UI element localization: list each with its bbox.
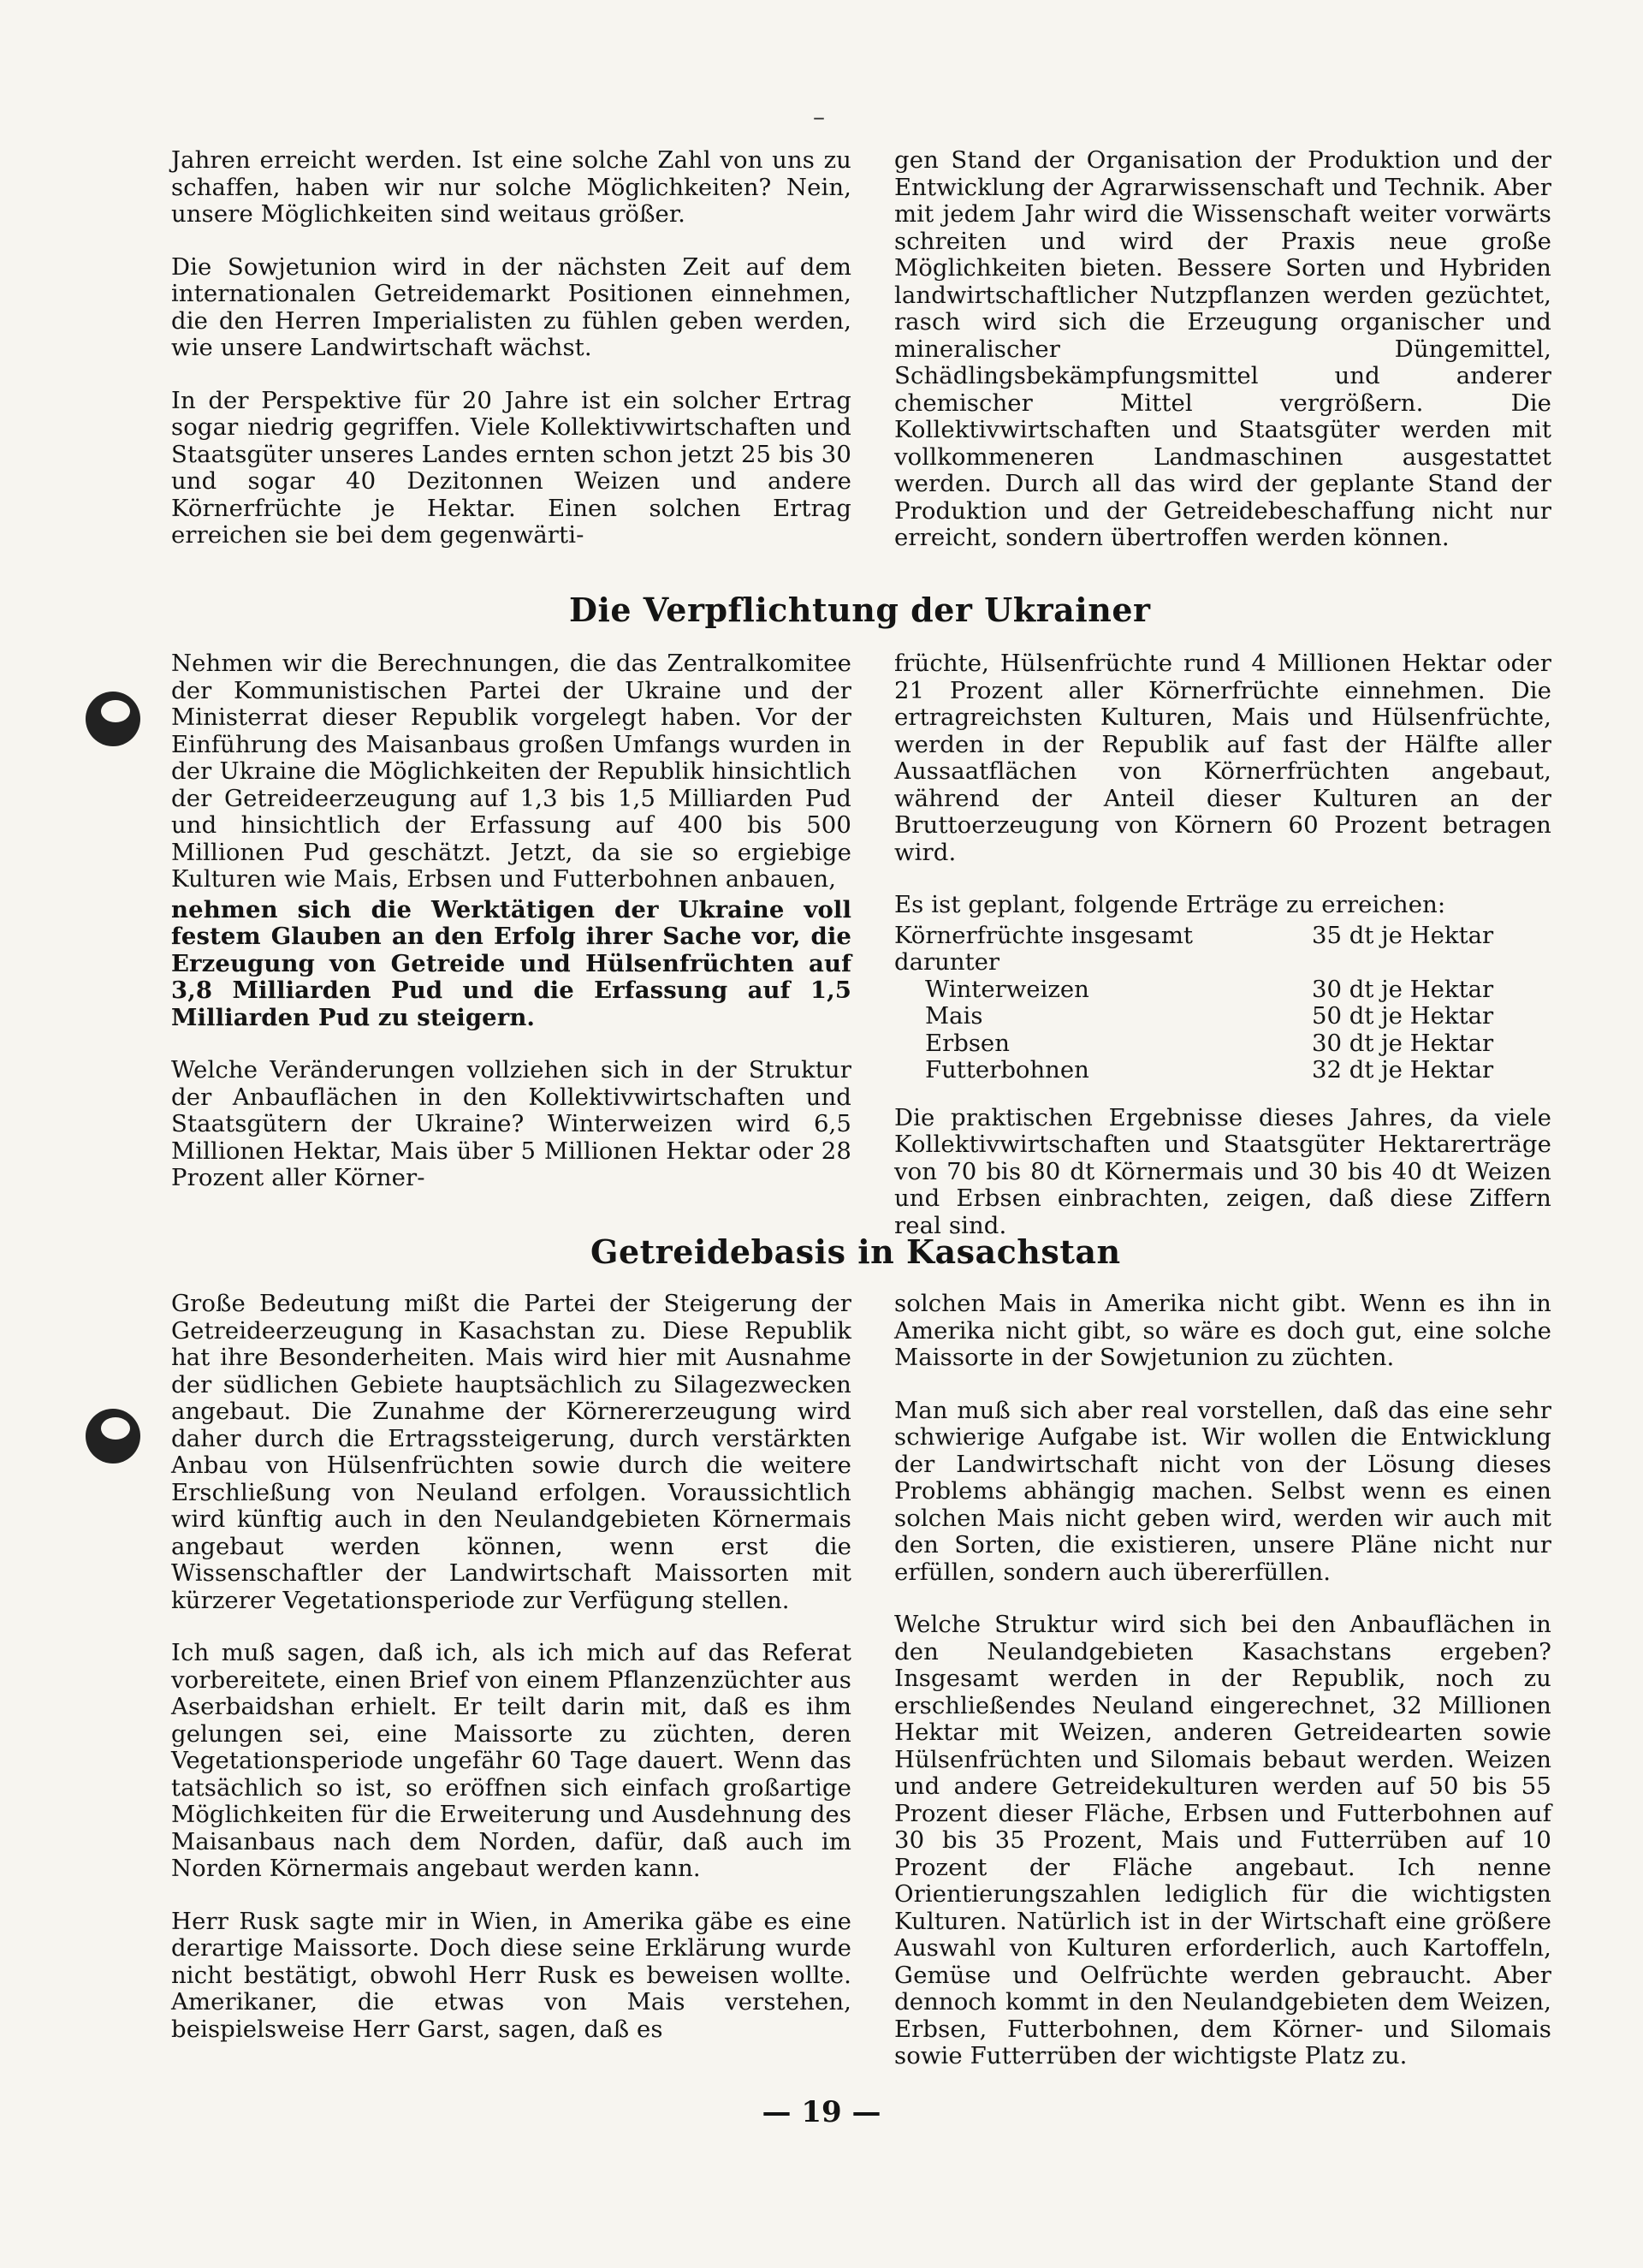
yield-value: 35 dt je Hektar: [1312, 921, 1494, 949]
ukraine-left-column: [171, 650, 851, 1218]
ukraine-right-column: [894, 650, 1551, 1265]
yield-caption-row: [894, 949, 1551, 977]
paragraph: Es ist geplant, folgende Erträge zu erreichen:: [894, 891, 1446, 918]
section-heading-kasachstan: Getreidebasis in Kasachstan: [590, 1232, 1121, 1271]
top-right-column: [894, 147, 1551, 578]
yield-row: [894, 1057, 1551, 1084]
yield-row: [894, 977, 1551, 1004]
paragraph: Man muß sich aber real vorstellen, daß das eine sehr schwierige Aufgabe ist. Wir wollen die Entwicklung der Landwirtschaft nicht von der Lösung dieses Problems abhängig machen. Selbst wenn es einen solchen Mais nicht geben wird, werden wir auch mit den Sorten, die existieren, unsere Pläne nicht nur erfüllen, sondern auch übererfüllen.: [894, 1396, 1551, 1586]
yield-label: Erbsen: [925, 1029, 1010, 1057]
paragraph: Jahren erreicht werden. Ist eine solche Zahl von uns zu schaffen, haben wir nur solche Möglichkeiten? Nein, unsere Möglichkeiten sind weitaus größer.: [171, 146, 851, 228]
yield-value: 32 dt je Hektar: [1312, 1056, 1494, 1084]
top-left-column: [171, 147, 851, 575]
bold-paragraph: nehmen sich die Werktätigen der Ukraine voll festem Glauben an den Erfolg ihrer Sache vor, die Erzeugung von Getreide und Hülsenfrüchten auf 3,8 Milliarden Pud und die Erfassung auf 1,5 Milliarden Pud zu steigern.: [171, 895, 851, 1031]
yield-value: 30 dt je Hektar: [1312, 1029, 1494, 1057]
paragraph: Welche Struktur wird sich bei den Anbauflächen in den Neulandgebieten Kasachstans ergeben? Insgesamt werden in der Republik, noch zu erschließendes Neuland eingerechnet, 32 Millionen Hektar mit Weizen, anderen Getreidearten sowie Hülsenfrüchten und Silomais bebaut werden. Weizen und andere Getreidekulturen werden auf 50 bis 55 Prozent dieser Fläche, Erbsen und Futterbohnen auf 30 bis 35 Prozent, Mais und Futterrüben auf 10 Prozent der Fläche angebaut. Ich nenne Orientierungszahlen lediglich für die wichtigsten Kulturen. Natürlich ist in der Wirtschaft eine größere Auswahl von Kulturen erforderlich, auch Kartoffeln, Gemüse und Oelfrüchte werden gebraucht. Aber dennoch kommt in den Neulandgebieten dem Weizen, Erbsen, Futterbohnen, dem Körner- und Silomais sowie Futterrüben der wichtigste Platz zu.: [894, 1611, 1551, 2069]
section-heading-ukraine: Die Verpflichtung der Ukrainer: [569, 591, 1151, 629]
paragraph: Welche Veränderungen vollziehen sich in der Struktur der Anbauflächen in den Kollektivwirtschaften und Staatsgütern der Ukraine? Winterweizen wird 6,5 Millionen Hektar, Mais über 5 Millionen Hektar oder 28 Prozent aller Körner-: [171, 1056, 851, 1191]
paragraph: solchen Mais in Amerika nicht gibt. Wenn es ihn in Amerika nicht gibt, so wäre es doch gut, eine solche Maissorte in der Sowjetunion zu züchten.: [894, 1290, 1551, 1371]
paragraph: Die praktischen Ergebnisse dieses Jahres, da viele Kollektivwirtschaften und Staatsgüter Hektarerträge von 70 bis 80 dt Körnermais und 30 bis 40 dt Weizen und Erbsen einbrachten, zeigen, daß diese Ziffern real sind.: [894, 1103, 1551, 1239]
punch-hole-top: [86, 692, 140, 746]
yield-value: 30 dt je Hektar: [1312, 975, 1494, 1003]
yield-label: Futterbohnen: [925, 1056, 1089, 1084]
paragraph: früchte, Hülsenfrüchte rund 4 Millionen Hektar oder 21 Prozent aller Körnerfrüchte einnehmen. Die ertragreichsten Kulturen, Mais und Hülsenfrüchte, werden in der Republik auf fast der Hälfte aller Aussaatflächen von Körnerfrüchten angebaut, während der Anteil dieser Kulturen an der Bruttoerzeugung von Körnern 60 Prozent betragen wird.: [894, 650, 1551, 866]
yield-row: [894, 1003, 1551, 1030]
punch-hole-bottom: [86, 1409, 140, 1464]
paragraph: Herr Rusk sagte mir in Wien, in Amerika gäbe es eine derartige Maissorte. Doch diese seine Erklärung wurde nicht bestätigt, obwohl Herr Rusk es beweisen wollte. Amerikaner, die etwas von Mais verstehen, beispielsweise Herr Garst, sagen, daß es: [171, 1907, 851, 2043]
yield-label: Mais: [925, 1002, 983, 1030]
paragraph: In der Perspektive für 20 Jahre ist ein solcher Ertrag sogar niedrig gegriffen. Viele Kollektivwirtschaften und Staatsgüter unseres Landes ernten schon jetzt 25 bis 30 und sogar 40 Dezitonnen Weizen und andere Körnerfrüchte je Hektar. Einen solchen Ertrag erreichen sie bei dem gegenwärti-: [171, 386, 851, 549]
page-number: — 19 —: [762, 2095, 881, 2129]
paragraph: Ich muß sagen, daß ich, als ich mich auf das Referat vorbereitete, einen Brief von einem Pflanzenzüchter aus Aserbaidshan erhielt. Er teilt darin mit, daß es ihm gelungen sei, eine Maissorte zu züchten, deren Vegetationsperiode ungefähr 60 Tage dauert. Wenn das tatsächlich so ist, so eröffnen sich einfach großartige Möglichkeiten für die Erweiterung und Ausdehnung des Maisanbaus nach dem Norden, dafür, daß auch im Norden Körnermais angebaut werden kann.: [171, 1639, 851, 1882]
paragraph: Nehmen wir die Berechnungen, die das Zentralkomitee der Kommunistischen Partei der Ukraine und der Ministerrat dieser Republik vorgelegt haben. Vor der Einführung des Maisanbaus großen Umfangs wurden in der Ukraine die Möglichkeiten der Republik hinsichtlich der Getreideerzeugung auf 1,3 bis 1,5 Milliarden Pud und hinsichtlich der Erfassung auf 400 bis 500 Millionen Pud geschätzt. Jetzt, da sie so ergiebige Kulturen wie Mais, Erbsen und Futterbohnen anbauen,: [171, 650, 851, 893]
yield-row-total: [894, 923, 1551, 950]
scan-mark: –: [813, 103, 825, 131]
yield-caption: darunter: [894, 948, 1000, 976]
kasachstan-left-column: [171, 1291, 851, 2069]
yield-value: 50 dt je Hektar: [1312, 1002, 1494, 1030]
yield-label: Körnerfrüchte insgesamt: [894, 921, 1193, 949]
kasachstan-right-column: [894, 1291, 1551, 2096]
yield-table: [894, 923, 1551, 1084]
yield-label: Winterweizen: [925, 975, 1089, 1003]
paragraph: gen Stand der Organisation der Produktion und der Entwicklung der Agrarwissenschaft und Technik. Aber mit jedem Jahr wird die Wissenschaft weiter vorwärts schreiten und wird der Praxis neue große Möglichkeiten bieten. Bessere Sorten und Hybriden landwirtschaftlicher Nutzpflanzen werden gezüchtet, rasch wird sich die Erzeugung organischer und mineralischer Düngemittel, Schädlingsbekämpfungsmittel und anderer chemischer Mittel vergrößern. Die Kollektivwirtschaften und Staatsgüter werden mit vollkommeneren Landmaschinen ausgestattet werden. Durch all das wird der geplante Stand der Produktion und der Getreidebeschaffung nicht nur erreicht, sondern übertroffen werden können.: [894, 146, 1551, 551]
yield-row: [894, 1030, 1551, 1058]
paragraph: Große Bedeutung mißt die Partei der Steigerung der Getreideerzeugung in Kasachstan zu. Diese Republik hat ihre Besonderheiten. Mais wird hier mit Ausnahme der südlichen Gebiete hauptsächlich zu Silagezwecken angebaut. Die Zunahme der Körnererzeugung wird daher durch die Ertragssteigerung, durch verstärkten Anbau von Hülsenfrüchten sowie durch die weitere Erschließung von Neuland erfolgen. Voraussichtlich wird künftig auch in den Neulandgebieten Körnermais angebaut werden können, wenn erst die Wissenschaftler der Landwirtschaft Maissorten mit kürzerer Vegetationsperiode zur Verfügung stellen.: [171, 1290, 851, 1614]
paragraph: Die Sowjetunion wird in der nächsten Zeit auf dem internationalen Getreidemarkt Positionen einnehmen, die den Herren Imperialisten zu fühlen geben werden, wie unsere Landwirtschaft wächst.: [171, 252, 851, 361]
